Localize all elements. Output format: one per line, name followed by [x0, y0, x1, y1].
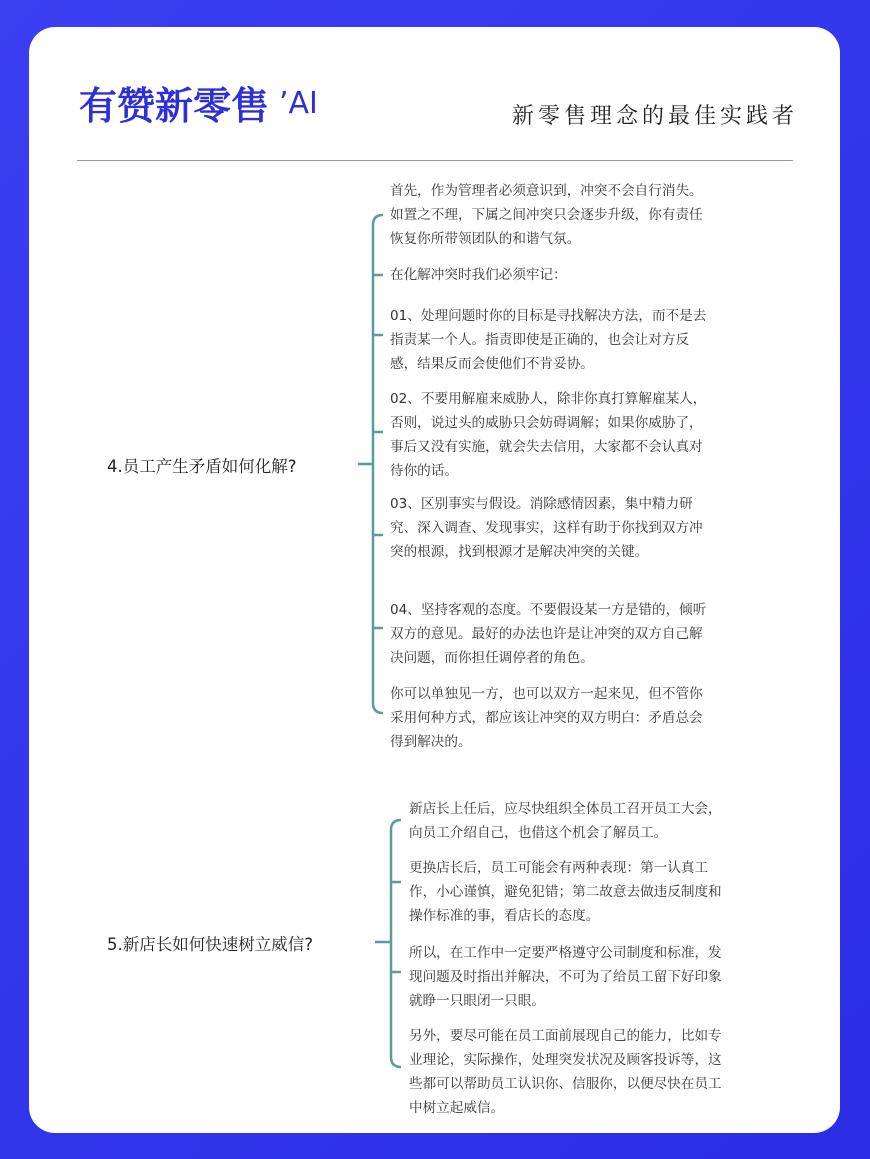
paragraph: 01、处理问题时你的目标是寻找解决方法，而不是去指责某一个人。指责即使是正确的，也会让对方反感，结果反而会使他们不肯妥协。 — [390, 308, 707, 372]
paragraph: 02、不要用解雇来威胁人，除非你真打算解雇某人，否则，说过头的威胁只会妨碍调解；如果你威胁了，事后又没有实施，就会失去信用，大家都不会认真对待你的话。 — [390, 391, 707, 479]
paragraph: 你可以单独见一方，也可以双方一起来见，但不管你采用何种方式，都应该让冲突的双方明白：矛盾总会得到解决的。 — [390, 686, 703, 750]
topic-new-manager-authority: 5.新店长如何快速树立威信? — [107, 935, 314, 954]
paragraph: 首先，作为管理者必须意识到，冲突不会自行消失。如置之不理，下属之间冲突只会逐步升级，你有责任恢复你所带领团队的和谐气氛。 — [390, 183, 703, 247]
section-4-brace — [373, 215, 383, 713]
paragraph: 04、坚持客观的态度。不要假设某一方是错的，倾听双方的意见。最好的办法也许是让冲突的双方自己解决问题，而你担任调停者的角色。 — [390, 602, 707, 666]
paragraph: 所以，在工作中一定要严格遵守公司制度和标准，发现问题及时指出并解决，不可为了给员工留下好印象就睁一只眼闭一只眼。 — [409, 945, 722, 1009]
paragraph: 在化解冲突时我们必须牢记： — [390, 267, 567, 283]
brand-logo: 有赞新零售 — [79, 84, 270, 128]
topic-conflict-resolution: 4.员工产生矛盾如何化解? — [107, 457, 297, 476]
content-card — [29, 27, 840, 1133]
paragraph: 新店长上任后，应尽快组织全体员工召开员工大会，向员工介绍自己，也借这个机会了解员工。 — [409, 801, 722, 841]
brand-logo-ai: ʼAI — [279, 86, 318, 121]
section-4-ticks — [373, 275, 383, 628]
paragraph: 另外，要尽可能在员工面前展现自己的能力，比如专业理论，实际操作，处理突发状况及顾客投诉等，这些都可以帮助员工认识你、信服你，以便尽快在员工中树立起威信。 — [409, 1028, 722, 1116]
section-5-ticks — [391, 882, 401, 972]
brand-slogan: 新零售理念的最佳实践者 — [511, 104, 798, 129]
paragraph: 03、区别事实与假设。消除感情因素，集中精力研究、深入调查、发现事实，这样有助于你找到双方冲突的根源，找到根源才是解决冲突的关键。 — [390, 496, 703, 560]
paragraph: 更换店长后，员工可能会有两种表现：第一认真工作，小心谨慎，避免犯错；第二故意去做违反制度和操作标准的事，看店长的态度。 — [409, 860, 722, 924]
section-5-brace — [391, 820, 401, 1067]
